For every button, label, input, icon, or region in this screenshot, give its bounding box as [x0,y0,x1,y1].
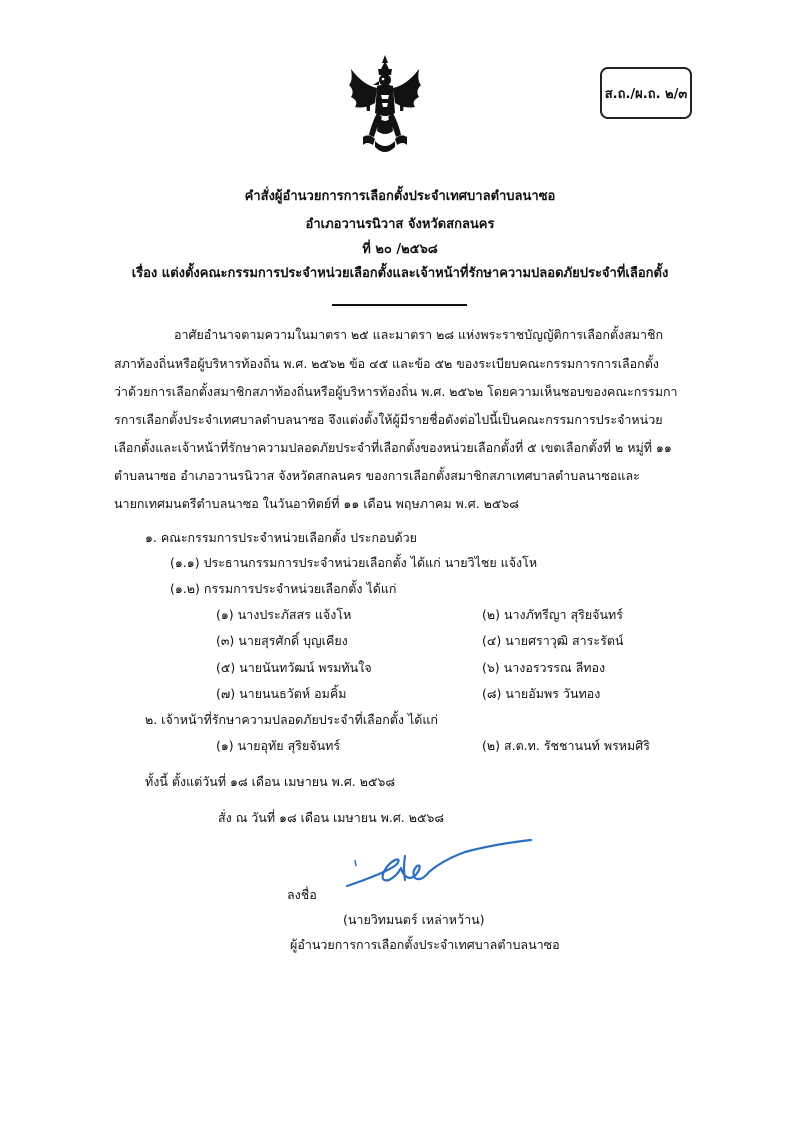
effective-date: ทั้งนี้ ตั้งแต่วันที่ ๑๘ เดือน เมษายน พ.ศ. ๒๕๖๘ [145,774,395,789]
paragraph-line: ตำบลนาซอ อำเภอวานรนิวาส จังหวัดสกลนคร ของการเลือกตั้งสมาชิกสภาเทศบาลตำบลนาซอและ [114,468,640,483]
paragraph-line: สภาท้องถิ่นหรือผู้บริหารท้องถิ่น พ.ศ. ๒๕๖๒ ข้อ ๔๕ และข้อ ๕๒ ของระเบียบคณะกรรมการการเลือกตั้ง [114,356,659,371]
section-2-title: ๒. เจ้าหน้าที่รักษาความปลอดภัยประจำที่เลือกตั้ง ได้แก่ [145,712,438,727]
document-code: ส.ถ./ผ.ถ. ๒/๓ [604,86,688,102]
section-1-title: ๑. คณะกรรมการประจำหน่วยเลือกตั้ง ประกอบด้วย [145,530,417,545]
garuda-emblem-icon [345,55,425,157]
section-1-1-chairman: (๑.๑) ประธานกรรมการประจำหน่วยเลือกตั้ง ได้แก่ นายวิไชย แจ้งโห [170,555,538,570]
member-left: (๑) นางประภัสสร แจ้งโห [216,607,352,622]
handwritten-signature [345,838,535,902]
member-left: (๕) นายนันทวัฒน์ พรมทันใจ [216,660,372,675]
signer-title: ผู้อำนวยการการเลือกตั้งประจำเทศบาลตำบลนาซอ [290,937,560,952]
paragraph-line: นายกเทศมนตรีตำบลนาซอ ในวันอาทิตย์ที่ ๑๑ เดือน พฤษภาคม พ.ศ. ๒๕๖๘ [114,496,519,511]
member-left: (๗) นายนนธวัตห์ อมคิ้ม [216,686,347,701]
signer-name: (นายวิทมนตร์ เหล่าหว้าน) [343,912,485,927]
member-right: (๖) นางอรวรรณ ลีทอง [482,660,606,675]
paragraph-line: ว่าด้วยการเลือกตั้งสมาชิกสภาท้องถิ่นหรือผู้บริหารท้องถิ่น พ.ศ. ๒๕๖๒ โดยความเห็นชอบของคณะกรรมกา [114,384,678,399]
order-subject: เรื่อง แต่งตั้งคณะกรรมการประจำหน่วยเลือกตั้งและเจ้าหน้าที่รักษาความปลอดภัยประจำที่เลือกตั้ง [131,266,669,281]
paragraph-line: อาศัยอำนาจตามความในมาตรา ๒๕ และมาตรา ๒๘ แห่งพระราชบัญญัติการเลือกตั้งสมาชิก [174,327,664,342]
member-right: (๒) นางภัทรีญา สุริยจันทร์ [482,607,623,622]
security-officer-left: (๑) นายอุทัย สุริยจันทร์ [216,738,341,753]
order-date: สั่ง ณ วันที่ ๑๘ เดือน เมษายน พ.ศ. ๒๕๖๘ [218,810,445,825]
order-title: คำสั่งผู้อำนวยการการเลือกตั้งประจำเทศบาลตำบลนาซอ [244,189,556,204]
header-divider [332,304,467,306]
member-left: (๓) นายสุรศักดิ์ บุญเคียง [216,633,348,648]
paragraph-line: รการเลือกตั้งประจำเทศบาลตำบลนาซอ จึงแต่งตั้งให้ผู้มีรายชื่อดังต่อไปนี้เป็นคณะกรรมการประจำหน่วย [114,412,663,427]
paragraph-line: เลือกตั้งและเจ้าหน้าที่รักษาความปลอดภัยประจำที่เลือกตั้งของหน่วยเลือกตั้งที่ ๕ เขตเลือกตั้งที่ ๒ หมู่ที่ ๑๑ [114,440,672,455]
sign-label: ลงชื่อ [287,887,317,902]
district-line: อำเภอวานรนิวาส จังหวัดสกลนคร [305,217,495,232]
order-number: ที่ ๒๐ /๒๕๖๘ [362,242,438,257]
member-right: (๘) นายอัมพร วันทอง [482,686,601,701]
security-officer-right: (๒) ส.ต.ท. รัชชานนท์ พรหมศิริ [482,738,650,753]
document-code-box [600,67,692,119]
section-1-2-members: (๑.๒) กรรมการประจำหน่วยเลือกตั้ง ได้แก่ [170,581,397,596]
member-right: (๔) นายศราวุฒิ สาระรัตน์ [482,633,624,648]
